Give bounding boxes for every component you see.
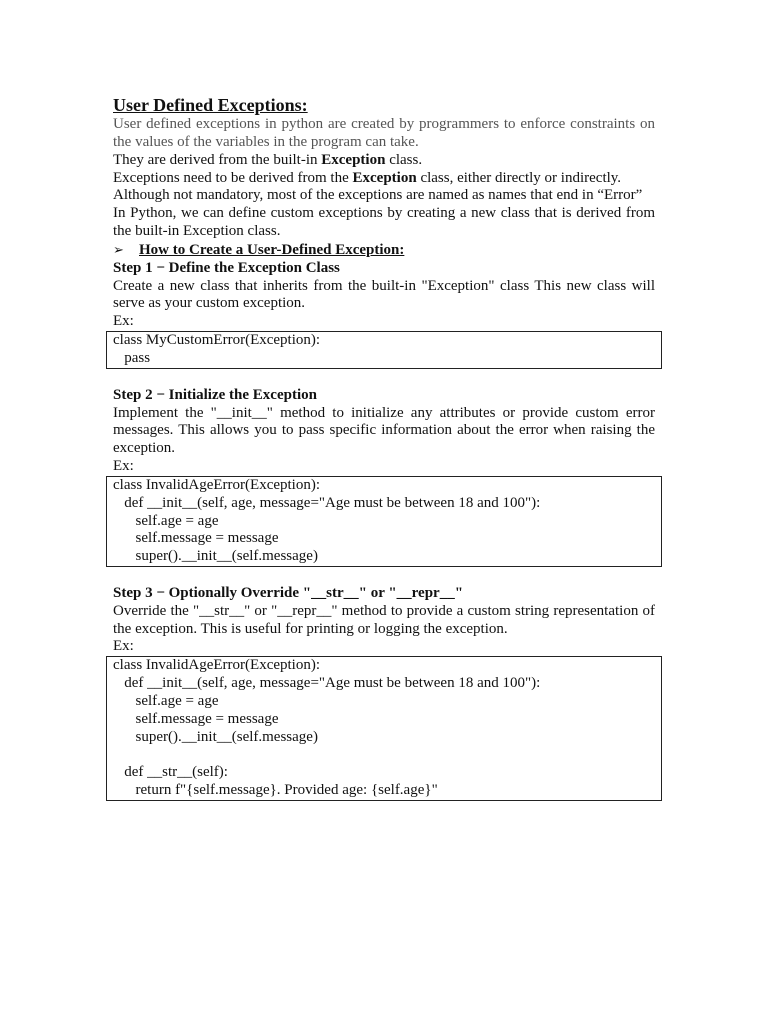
- document-page: [113, 94, 655, 801]
- arrow-bullet-icon: ➢: [113, 241, 124, 257]
- bold-text: Exception: [352, 169, 417, 186]
- step-3-description: Override the "__str__" or "__repr__" method to provide a custom string representation of the exception. This is useful for printing or logging the exception.: [113, 602, 655, 637]
- step-1-ex-label: Ex:: [113, 313, 134, 330]
- step-1-code-box: class MyCustomError(Exception): pass: [106, 331, 662, 369]
- text: class, either directly or indirectly.: [416, 169, 622, 186]
- step-1-description: Create a new class that inherits from the built-in "Exception" class This new class will serve as your custom exception.: [113, 277, 655, 312]
- text: Exceptions need to be derived from the: [113, 169, 353, 186]
- step-2-description: Implement the "__init__" method to initialize any attributes or provide custom error messages. This allows you to pass specific information about the error when raising the exception.: [113, 404, 655, 457]
- step-2-title: Step 2 − Initialize the Exception: [113, 386, 317, 403]
- bold-text: Exception: [321, 151, 386, 168]
- paragraph-custom: In Python, we can define custom exceptions by creating a new class that is derived from the built-in Exception class.: [113, 205, 655, 240]
- section-heading-text: How to Create a User-Defined Exception:: [139, 241, 405, 258]
- step-3-ex-label: Ex:: [113, 638, 134, 655]
- paragraph-need-derived: [113, 170, 655, 188]
- step-2-ex-label: Ex:: [113, 458, 134, 475]
- step-1-title: Step 1 − Define the Exception Class: [113, 259, 340, 276]
- step-3-code-box: class InvalidAgeError(Exception): def __init__(self, age, message="Age must be between 18 and 100"): self.age = age self.message = message super().__init__(self.message) def __str__(self): return f"{self.message}. Provided age: {self.age}": [106, 656, 662, 801]
- text: class.: [385, 151, 423, 168]
- step-3-title: Step 3 − Optionally Override "__str__" or "__repr__": [113, 584, 464, 601]
- paragraph-naming: Although not mandatory, most of the exceptions are named as names that end in “Error”: [113, 187, 643, 204]
- paragraph-derived: [113, 152, 655, 170]
- page-title: User Defined Exceptions:: [113, 95, 308, 115]
- intro-paragraph: User defined exceptions in python are created by programmers to enforce constraints on the values of the variables in the program can take.: [113, 116, 655, 150]
- text: They are derived from the built-in: [113, 151, 322, 168]
- step-2-code-box: class InvalidAgeError(Exception): def __init__(self, age, message="Age must be between 18 and 100"): self.age = age self.message = message super().__init__(self.message): [106, 476, 662, 567]
- section-heading: [113, 241, 655, 260]
